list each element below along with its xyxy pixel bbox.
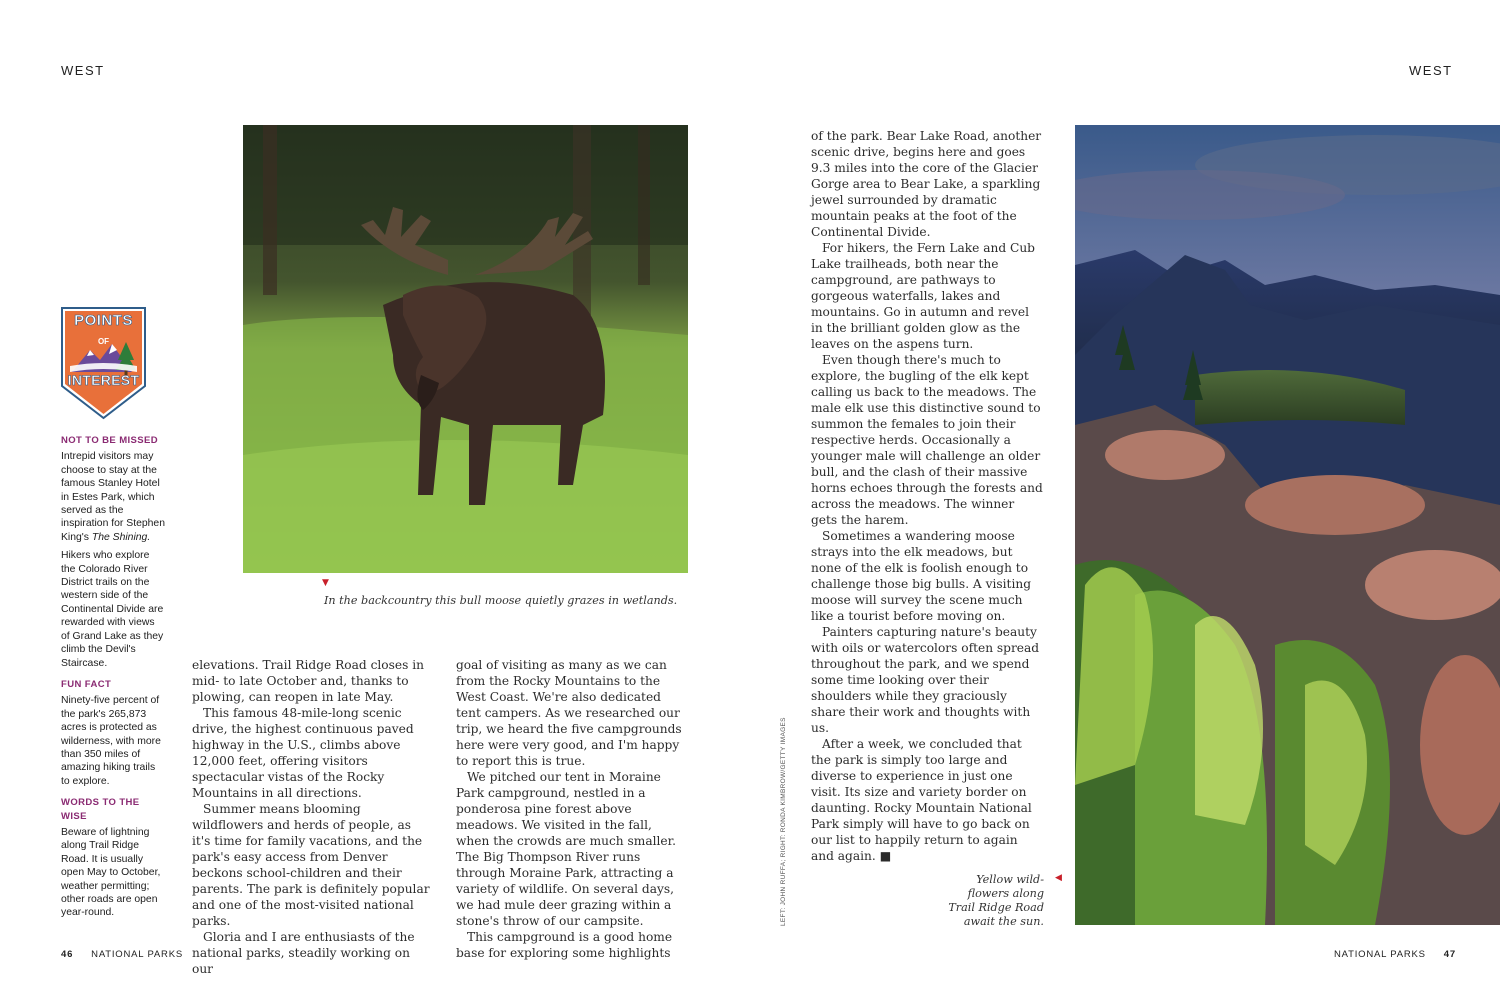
left-folio (61, 949, 183, 960)
landscape-image (1075, 125, 1500, 925)
body-column-2 (456, 657, 688, 961)
paragraph: Even though there's much to explore, the bugling of the elk kept calling us back to the meadows. The male elk use this distinctive sound to summon the females to join their respective herds. Occasionally a younger male will challenge an older bull, and the clash of their massive horns echoes through the forests and across the meadows. The winner gets the harem. (811, 353, 1043, 527)
sidebar-heading: FUN FACT (61, 678, 112, 690)
points-of-interest-badge (60, 306, 147, 420)
sidebar-paragraph: Ninety-five percent of the park's 265,873 acres is protected as wilderness, with more than 350 miles of amazing hiking trails to explore. (61, 695, 161, 787)
paragraph: After a week, we concluded that the park is simply too large and diverse to experience in just one visit. Its size and variety border on daunting. Rocky Mountain National Park simply will have to go back on our list to happily return to again and again. ■ (811, 737, 1032, 863)
paragraph: This famous 48-mile-long scenic drive, the highest continuous paved highway in the U.S., climbs above 12,000 feet, offering visitors spectacular vistas of the Rocky Mountains in all directions. (192, 706, 414, 800)
left-section-header: WEST (61, 63, 105, 78)
sidebar-paragraph: Hikers who explore the Colorado River District trails on the western side of the Continental Divide are rewarded with views of Grand Lake as they climb the Devil's Staircase. (61, 550, 164, 669)
paragraph: Summer means blooming wildflowers and herds of people, as it's time for family vacations, and the park's easy access from Denver beckons school-children and their parents. The park is definitely popular and one of the most-visited national parks. (192, 802, 430, 928)
publication-name: NATIONAL PARKS (91, 949, 183, 960)
sidebar-block-fun-fact (61, 678, 165, 788)
caption-arrow-icon: ▼ (322, 578, 329, 588)
sidebar-block-not-to-be-missed (61, 434, 165, 670)
body-column-1 (192, 657, 430, 977)
badge-line1: POINTS (74, 312, 133, 329)
paragraph: For hikers, the Fern Lake and Cub Lake trailheads, both near the campground, are pathways to gorgeous waterfalls, lakes and mountains. Go in autumn and revel in the brilliant golden glow as the leaves on the aspens turn. (811, 241, 1035, 351)
right-folio (1334, 949, 1456, 960)
sidebar-heading: NOT TO BE MISSED (61, 435, 159, 446)
book-title: The Shining. (91, 531, 151, 543)
photo-credit: LEFT: JOHN RUFFA; RIGHT: RONDA KIMBROW/GETTY IMAGES (780, 717, 787, 926)
body-column-3 (811, 128, 1043, 864)
paragraph: of the park. Bear Lake Road, another scenic drive, begins here and goes 9.3 miles into the core of the Glacier Gorge area to Bear Lake, a sparkling jewel surrounded by dramatic mountain peaks at the foot of the Continental Divide. (811, 129, 1042, 239)
publication-name: NATIONAL PARKS (1334, 949, 1426, 960)
moose-photo (243, 125, 688, 573)
badge-line2: OF (97, 337, 110, 346)
landscape-photo-caption: Yellow wild-flowers along Trail Ridge Road await the sun. (948, 873, 1044, 928)
paragraph: Painters capturing nature's beauty with oils or watercolors often spread throughout the park, and we spend some time looking over their shoulders while they graciously share their work and thoughts with us. (811, 625, 1040, 735)
paragraph: This campground is a good home base for exploring some highlights (456, 930, 673, 960)
sidebar-block-words-to-the-wise (61, 796, 165, 920)
page-number: 46 (61, 949, 74, 960)
landscape-photo (1075, 125, 1500, 925)
sidebar-text: Intrepid visitors may choose to stay at the famous Stanley Hotel in Estes Park, which served as the inspiration for Stephen King's (61, 451, 165, 543)
right-section-header: WEST (1409, 63, 1453, 78)
paragraph: elevations. Trail Ridge Road closes in mid- to late October and, thanks to plowing, can reopen in late May. (192, 658, 424, 704)
sidebar-paragraph (61, 450, 165, 544)
paragraph: We pitched our tent in Moraine Park campground, nestled in a ponderosa pine forest above meadows. We visited in the fall, when the crowds are much smaller. The Big Thompson River runs through Moraine Park, attracting a variety of wildlife. On several days, we had mule deer grazing within a stone's throw of our campsite. (456, 770, 676, 928)
moose-photo-caption: In the backcountry this bull moose quietly grazes in wetlands. (324, 594, 678, 607)
paragraph: Gloria and I are enthusiasts of the national parks, steadily working on our (192, 930, 415, 976)
paragraph: goal of visiting as many as we can from the Rocky Mountains to the West Coast. We're also dedicated tent campers. As we researched our trip, we heard the five campgrounds here were very good, and I'm happy to report this is true. (456, 658, 682, 768)
sidebar-paragraph: Beware of lightning along Trail Ridge Road. It is usually open May to October, weather permitting; other roads are open year-round. (61, 826, 161, 919)
sidebar (61, 434, 165, 925)
badge-line3: INTEREST (67, 372, 140, 388)
caption-arrow-icon: ◀ (1055, 873, 1062, 883)
moose-image (243, 125, 688, 573)
paragraph: Sometimes a wandering moose strays into the elk meadows, but none of the elk is foolish enough to challenge those big bulls. A visiting moose will survey the scene much like a tourist before moving on. (811, 529, 1031, 623)
page-number: 47 (1443, 949, 1456, 960)
sidebar-heading: WORDS TO THE WISE (61, 797, 140, 822)
